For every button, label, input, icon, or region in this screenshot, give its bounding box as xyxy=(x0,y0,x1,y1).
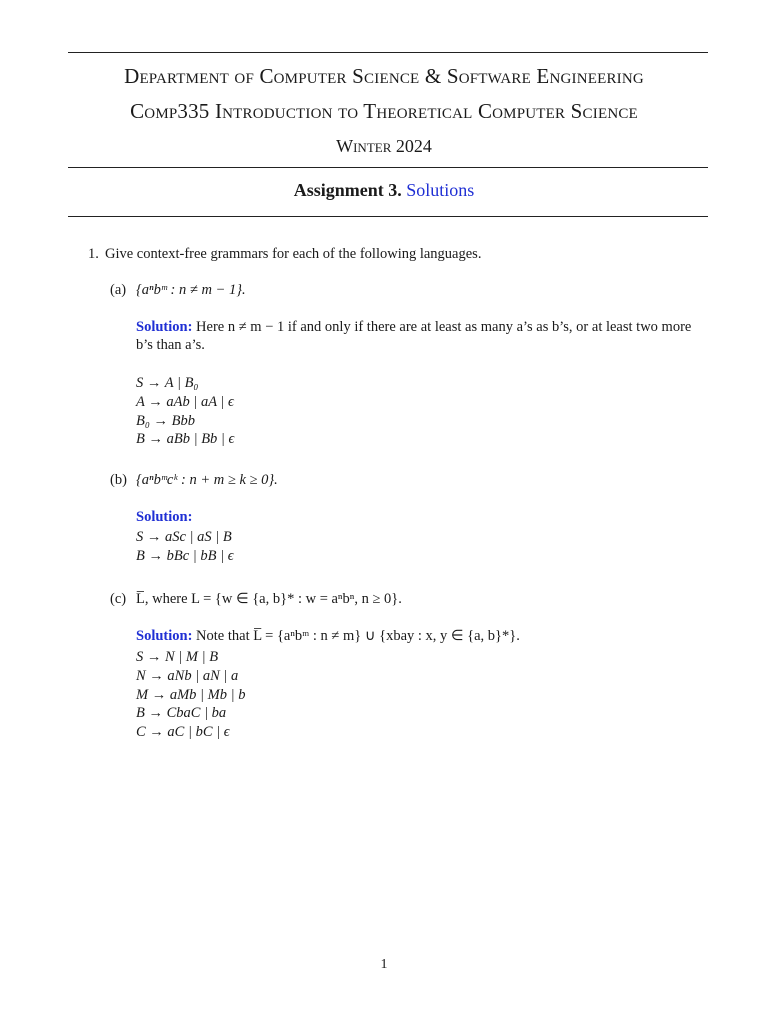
grammar-rule: B → bBc | bB | ϵ xyxy=(136,548,234,564)
part-c-solution xyxy=(136,627,520,645)
grammar-rule: B → aBb | Bb | ϵ xyxy=(136,431,235,447)
part-a-solution-text: Here n ≠ m − 1 if and only if there are at least as many a’s as b’s, or at least two more b’s than a’s. xyxy=(136,319,692,353)
grammar-rule: C → aC | bC | ϵ xyxy=(136,724,230,740)
page-number: 1 xyxy=(380,957,388,972)
header-rule xyxy=(68,167,708,168)
question-number: 1. xyxy=(88,246,99,262)
assignment-heading xyxy=(0,180,768,201)
grammar-rule: A → aAb | aA | ϵ xyxy=(136,394,234,410)
part-a-language: {aⁿbᵐ : n ≠ m − 1}. xyxy=(136,282,246,298)
grammar-rule: S → A | B₀ xyxy=(136,375,199,391)
part-c-solution-text: Note that L̅ = {aⁿbᵐ : n ≠ m} ∪ {xbay : x, y ∈ {a, b}*}. xyxy=(196,628,520,644)
department-title: Department of Computer Science & Software Engineering xyxy=(124,64,644,88)
part-c-label: (c) xyxy=(110,591,127,607)
part-b-label: (b) xyxy=(110,472,127,488)
part-b-language: {aⁿbᵐcᵏ : n + m ≥ k ≥ 0}. xyxy=(136,472,278,488)
grammar-rule: B → CbaC | ba xyxy=(136,705,227,721)
grammar-rule: S → aSc | aS | B xyxy=(136,529,232,545)
grammar-rule: B₀ → Bbb xyxy=(136,413,196,429)
part-a-label: (a) xyxy=(110,282,127,298)
grammar-rule: S → N | M | B xyxy=(136,649,219,665)
part-b-solution-label: Solution: xyxy=(136,509,193,525)
part-a-solution-label: Solution: xyxy=(136,319,193,335)
question-prompt: Give context-free grammars for each of the following languages. xyxy=(105,246,482,262)
grammar-rule: N → aNb | aN | a xyxy=(136,668,239,684)
part-c-solution-label: Solution: xyxy=(136,628,193,644)
grammar-rule: M → aMb | Mb | b xyxy=(136,687,246,703)
part-c-language: L̅, where L = {w ∈ {a, b}* : w = aⁿbⁿ, n ≥ 0}. xyxy=(136,591,402,607)
course-title: Comp335 Introduction to Theoretical Computer Science xyxy=(130,99,638,123)
part-a-solution xyxy=(136,318,711,354)
top-rule xyxy=(68,52,708,53)
term-title: Winter 2024 xyxy=(336,136,432,156)
assignment-rule xyxy=(68,216,708,217)
assignment-label: Assignment 3. xyxy=(293,180,402,200)
solutions-label: Solutions xyxy=(406,180,475,200)
